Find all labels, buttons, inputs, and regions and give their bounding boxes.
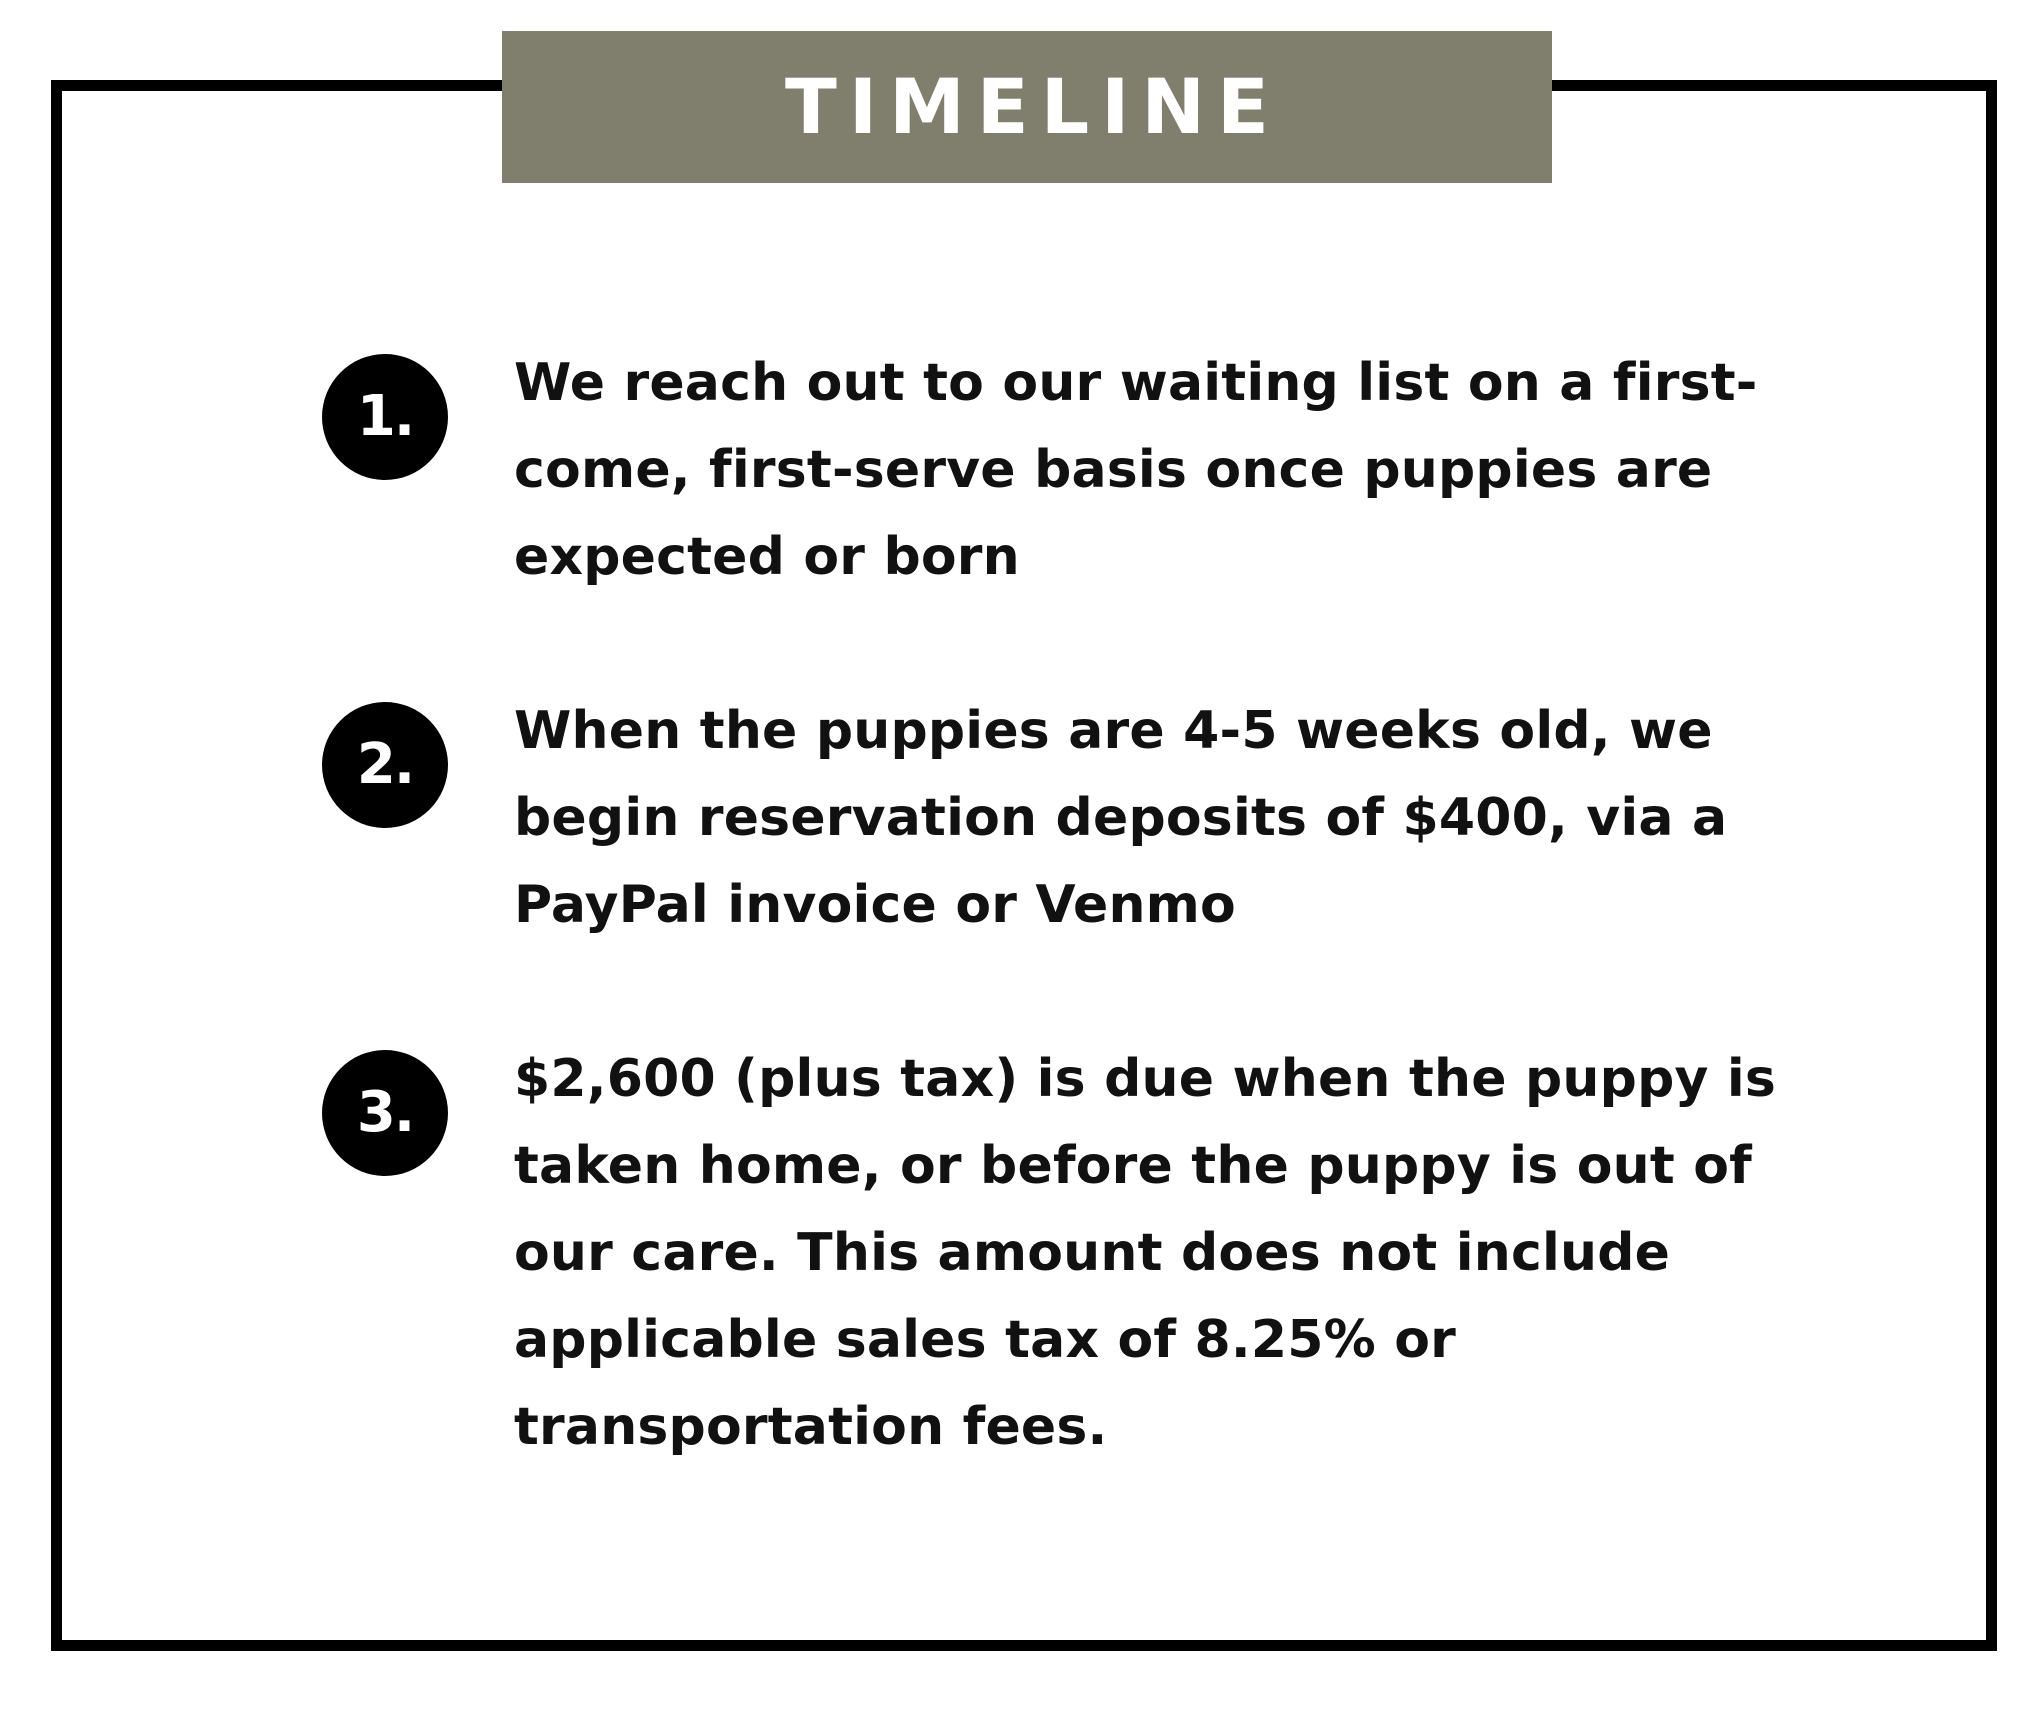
step-number-badge: 3. <box>322 1050 448 1176</box>
step-description: We reach out to our waiting list on a first-come, first-serve basis once puppies are expected or born <box>514 353 1758 587</box>
step-number-badge: 2. <box>322 702 448 828</box>
page-title: TIMELINE <box>785 62 1281 151</box>
step-number-badge: 1. <box>322 354 448 480</box>
step-description: When the puppies are 4-5 weeks old, we begin reservation deposits of $400, via a PayPal invoice or Venmo <box>514 701 1728 935</box>
timeline-header <box>502 31 1552 183</box>
step-description: $2,600 (plus tax) is due when the puppy is taken home, or before the puppy is out of our care. This amount does not include applicable sales tax of 8.25% or transportation fees. <box>514 1049 1777 1457</box>
